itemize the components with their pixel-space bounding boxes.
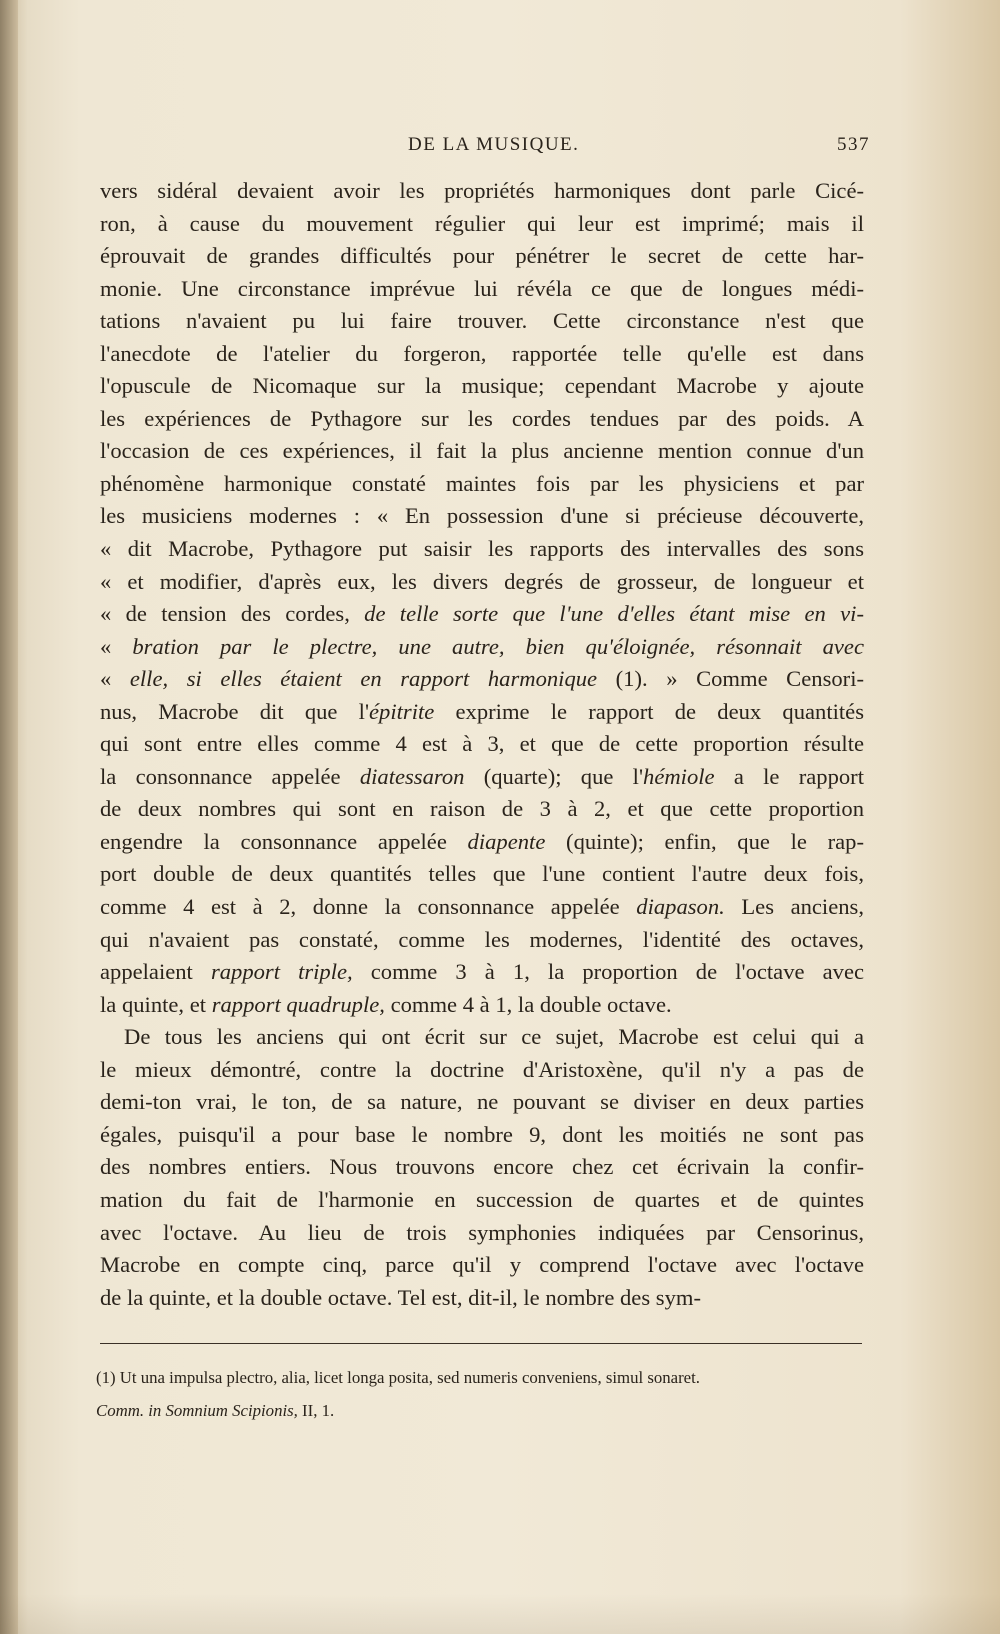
text-run: II, 1.: [297, 1400, 335, 1420]
footnotes: [96, 1365, 866, 1430]
body-line: [100, 663, 864, 696]
italic-text: diatessaron: [359, 763, 465, 789]
body-line: [100, 598, 864, 631]
text-run: comme 4 à 1, la double octave.: [384, 991, 672, 1017]
text-run: « dit Macrobe, Pythagore put saisir les rapports des intervalles des sons: [100, 536, 864, 562]
body-line: [100, 175, 864, 208]
body-line: [100, 924, 864, 957]
italic-text: elle, si elles étaient en rapport harmonique: [129, 666, 598, 692]
text-run: avec l'octave. Au lieu de trois symphonies indiquées par Censorinus,: [100, 1219, 864, 1245]
text-run: «: [100, 633, 133, 659]
body-line: [100, 989, 864, 1022]
body-line: [100, 1217, 864, 1250]
footnote-line: [96, 1398, 866, 1431]
body-line: [100, 468, 864, 501]
body-line: [100, 566, 864, 599]
text-run: monie. Une circonstance imprévue lui révéla ce que de longues médi-: [100, 275, 864, 301]
body-line: [100, 1184, 864, 1217]
text-run: De tous les anciens qui ont écrit sur ce sujet, Macrobe est celui qui a: [124, 1024, 864, 1050]
text-run: a le rapport: [714, 763, 864, 789]
text-run: tations n'avaient pu lui faire trouver. Cette circonstance n'est que: [100, 308, 864, 334]
body-line: [100, 891, 864, 924]
italic-text: hémiole: [643, 763, 715, 789]
text-run: éprouvait de grandes difficultés pour pénétrer le secret de cette har-: [100, 243, 864, 269]
text-run: les expériences de Pythagore sur les cordes tendues par des poids. A: [100, 405, 864, 431]
text-run: comme 4 est à 2, donne la consonnance appelée: [100, 894, 637, 920]
italic-text: bration par le plectre, une autre, bien qu'éloignée, résonnait avec: [132, 633, 864, 659]
body-line: [100, 1119, 864, 1152]
italic-text: de telle sorte que l'une d'elles étant mise en vi-: [364, 601, 864, 627]
body-line: [100, 305, 864, 338]
text-run: les musiciens modernes : « En possession d'une si précieuse découverte,: [100, 503, 864, 529]
text-run: la consonnance appelée: [100, 763, 360, 789]
body-line: [100, 273, 864, 306]
text-run: «: [100, 666, 130, 692]
text-run: demi-ton vrai, le ton, de sa nature, ne pouvant se diviser en deux parties: [100, 1089, 864, 1115]
italic-text: épitrite: [369, 698, 435, 724]
body-line: [100, 761, 864, 794]
italic-text: diapente: [467, 828, 546, 854]
text-run: port double de deux quantités telles que l'une contient l'autre deux fois,: [100, 861, 864, 887]
body-line: [100, 208, 864, 241]
body-line: [100, 826, 864, 859]
text-run: l'opuscule de Nicomaque sur la musique; cependant Macrobe y ajoute: [100, 373, 864, 399]
text-run: la quinte, et: [100, 991, 212, 1017]
text-run: (1) Ut una impulsa plectro, alia, licet longa posita, sed numeris conveniens, simul sonaret.: [96, 1368, 700, 1387]
page-header: [100, 128, 870, 158]
text-run: (quinte); enfin, que le rap-: [545, 828, 864, 854]
text-run: appelaient: [100, 959, 211, 985]
body-line: [100, 1282, 864, 1315]
body-line: [100, 956, 864, 989]
text-run: le mieux démontré, contre la doctrine d'Aristoxène, qu'il n'y a pas de: [100, 1056, 864, 1082]
body-line: [100, 1151, 864, 1184]
text-run: phénomène harmonique constaté maintes fois par les physiciens et par: [100, 470, 864, 496]
body-line: [100, 728, 864, 761]
text-run: nus, Macrobe dit que l': [100, 698, 370, 724]
text-run: (1). » Comme Censori-: [597, 666, 864, 692]
italic-text: rapport quadruple,: [211, 991, 385, 1017]
text-run: Les anciens,: [724, 894, 864, 920]
text-run: l'anecdote de l'atelier du forgeron, rapportée telle qu'elle est dans: [100, 340, 864, 366]
text-run: égales, puisqu'il a pour base le nombre 9, dont les moitiés ne sont pas: [100, 1121, 864, 1147]
body-line: [100, 533, 864, 566]
text-run: « et modifier, d'après eux, les divers degrés de grosseur, de longueur et: [100, 568, 864, 594]
text-run: « de tension des cordes,: [100, 601, 365, 627]
body-line: [100, 338, 864, 371]
italic-text: diapason.: [636, 894, 725, 920]
body-line: [100, 1021, 864, 1054]
text-run: l'occasion de ces expériences, il fait la plus ancienne mention connue d'un: [100, 438, 864, 464]
text-run: exprime le rapport de deux quantités: [434, 698, 864, 724]
footnote-line: [96, 1365, 866, 1398]
body-line: [100, 696, 864, 729]
footnote-rule: [100, 1343, 862, 1344]
body-line: [100, 631, 864, 664]
text-run: de deux nombres qui sont en raison de 3 à 2, et que cette proportion: [100, 796, 864, 822]
text-run: (quarte); que l': [464, 763, 644, 789]
page-number: 537: [837, 134, 870, 155]
text-run: engendre la consonnance appelée: [100, 828, 468, 854]
text-run: mation du fait de l'harmonie en succession de quartes et de quintes: [100, 1186, 864, 1212]
body-line: [100, 1249, 864, 1282]
text-run: ron, à cause du mouvement régulier qui leur est imprimé; mais il: [100, 210, 864, 236]
body-line: [100, 240, 864, 273]
italic-text: Comm. in Somnium Scipionis,: [96, 1400, 298, 1420]
body-line: [100, 403, 864, 436]
text-run: comme 3 à 1, la proportion de l'octave avec: [352, 959, 865, 985]
body-line: [100, 858, 864, 891]
body-line: [100, 793, 864, 826]
italic-text: rapport triple,: [210, 959, 353, 985]
text-run: Macrobe en compte cinq, parce qu'il y comprend l'octave avec l'octave: [100, 1252, 864, 1278]
text-run: vers sidéral devaient avoir les propriétés harmoniques dont parle Cicé-: [100, 178, 864, 203]
text-run: des nombres entiers. Nous trouvons encore chez cet écrivain la confir-: [100, 1154, 864, 1180]
body-line: [100, 435, 864, 468]
text-run: qui n'avaient pas constaté, comme les modernes, l'identité des octaves,: [100, 926, 864, 952]
body-text: [100, 175, 864, 1314]
body-line: [100, 370, 864, 403]
text-run: qui sont entre elles comme 4 est à 3, et que de cette proportion résulte: [100, 731, 864, 757]
text-run: de la quinte, et la double octave. Tel est, dit-il, le nombre des sym-: [100, 1284, 701, 1310]
running-title: DE LA MUSIQUE.: [408, 134, 580, 155]
body-line: [100, 1054, 864, 1087]
body-line: [100, 1086, 864, 1119]
body-line: [100, 500, 864, 533]
